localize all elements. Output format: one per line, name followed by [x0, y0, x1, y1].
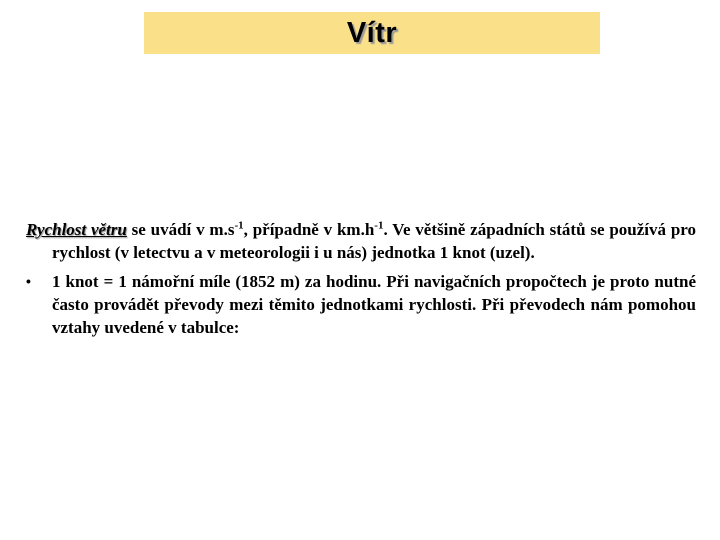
- slide-title: Vítr: [346, 16, 398, 49]
- text-knot-unit: . Ve většině západních států se používá pro rychlost (v letectvu a v meteorologii i u nás) jednotka 1 knot (uzel).: [52, 220, 697, 262]
- title-banner: [144, 12, 600, 54]
- superscript-minus-one: -1: [374, 219, 384, 232]
- superscript-minus-one: -1: [234, 219, 244, 232]
- bullet-icon: •: [26, 273, 31, 289]
- bullet-item: [26, 270, 696, 339]
- text-unit-ms: se uvádí v m.s: [126, 220, 235, 239]
- wind-speed-link[interactable]: Rychlost větru: [26, 220, 127, 239]
- knot-definition-text: 1 knot = 1 námořní míle (1852 m) za hodinu. Při navigačních propočtech je proto nutné často provádět převody mezi těmito jednotkami rychlosti. Při převodech nám pomohou vztahy uvedené v tabulce:: [52, 272, 696, 337]
- wind-speed-paragraph: [26, 218, 696, 264]
- text-unit-kmh: , případně v km.h: [243, 220, 375, 239]
- slide-body: [26, 218, 696, 339]
